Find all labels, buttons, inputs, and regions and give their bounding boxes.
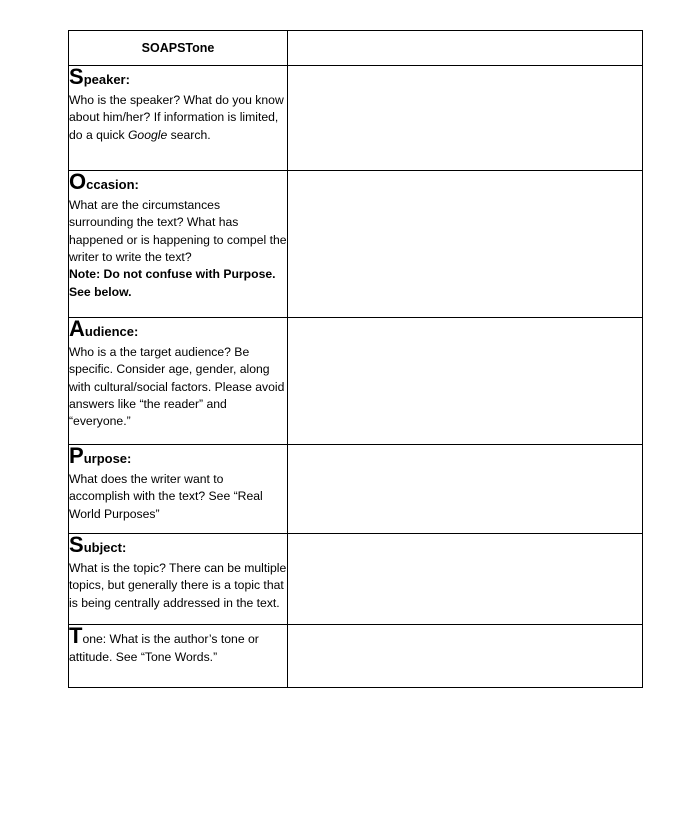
term-purpose <box>69 445 287 467</box>
description-purpose: What does the writer want to accomplish with the text? See “Real World Purposes” <box>69 472 263 521</box>
header-label-cell <box>69 31 288 66</box>
table-row-tone <box>69 625 643 688</box>
prompt-cell-subject <box>69 534 288 625</box>
table-row-speaker <box>69 66 643 171</box>
term-speaker <box>69 66 287 88</box>
table-title <box>142 41 215 55</box>
description-speaker <box>69 92 287 144</box>
term-audience <box>69 318 287 340</box>
description-speaker-tail: search. <box>167 127 211 142</box>
description-audience: Who is a the target audience? Be specific. Consider age, gender, along with cultural/social factors. Please avoid answers like “the reader” and “everyone.” <box>69 345 285 429</box>
answer-cell-purpose[interactable] <box>288 445 643 534</box>
table-row-audience <box>69 318 643 445</box>
description-speaker-italic: Google <box>127 127 168 142</box>
table-row-occasion <box>69 171 643 318</box>
term-tone <box>69 625 287 666</box>
description-speaker-lead: Who is the speaker? What do you know about him/her? If information is limited, do a quick <box>69 93 284 142</box>
term-occasion <box>69 171 287 193</box>
description-occasion: What are the circumstances surrounding the text? What has happened or is happening to compel the writer to write the text? <box>69 198 287 264</box>
term-rest-audience: udience: <box>84 324 139 339</box>
term-rest-occasion: ccasion: <box>86 177 139 192</box>
term-letter-subject: S <box>69 532 84 557</box>
answer-cell-occasion[interactable] <box>288 171 643 318</box>
prompt-cell-speaker <box>69 66 288 171</box>
prompt-cell-tone <box>69 625 288 688</box>
term-rest-subject: ubject: <box>83 540 127 555</box>
term-subject <box>69 534 287 556</box>
table-title-rest: one <box>192 41 215 55</box>
term-letter-occasion: O <box>69 169 87 194</box>
prompt-cell-occasion <box>69 171 288 318</box>
table-header-row <box>69 31 643 66</box>
table-title-bold: SOAPST <box>141 41 193 55</box>
answer-cell-audience[interactable] <box>288 318 643 445</box>
prompt-cell-purpose <box>69 445 288 534</box>
note-occasion: Note: Do not confuse with Purpose. See below. <box>69 267 276 299</box>
term-tone-tail: or attitude. See “Tone Words.” <box>69 632 259 664</box>
term-letter-speaker: S <box>69 64 84 89</box>
soapstone-table <box>68 30 643 688</box>
term-rest-purpose: urpose: <box>83 451 132 466</box>
description-subject: What is the topic? There can be multiple topics, but generally there is a topic that is being centrally addressed in the text. <box>69 561 287 610</box>
term-letter-audience: A <box>69 316 85 341</box>
table-row-subject <box>69 534 643 625</box>
term-rest-tone: one: What is the author’s t <box>82 632 225 646</box>
prompt-cell-audience <box>69 318 288 445</box>
term-letter-tone: T <box>69 623 83 648</box>
term-letter-purpose: P <box>69 443 84 468</box>
answer-cell-subject[interactable] <box>288 534 643 625</box>
header-answer-cell[interactable] <box>288 31 643 66</box>
answer-cell-tone[interactable] <box>288 625 643 688</box>
term-rest-speaker: peaker: <box>83 72 130 87</box>
answer-cell-speaker[interactable] <box>288 66 643 171</box>
term-tone-bold: one <box>224 632 245 646</box>
table-row-purpose <box>69 445 643 534</box>
